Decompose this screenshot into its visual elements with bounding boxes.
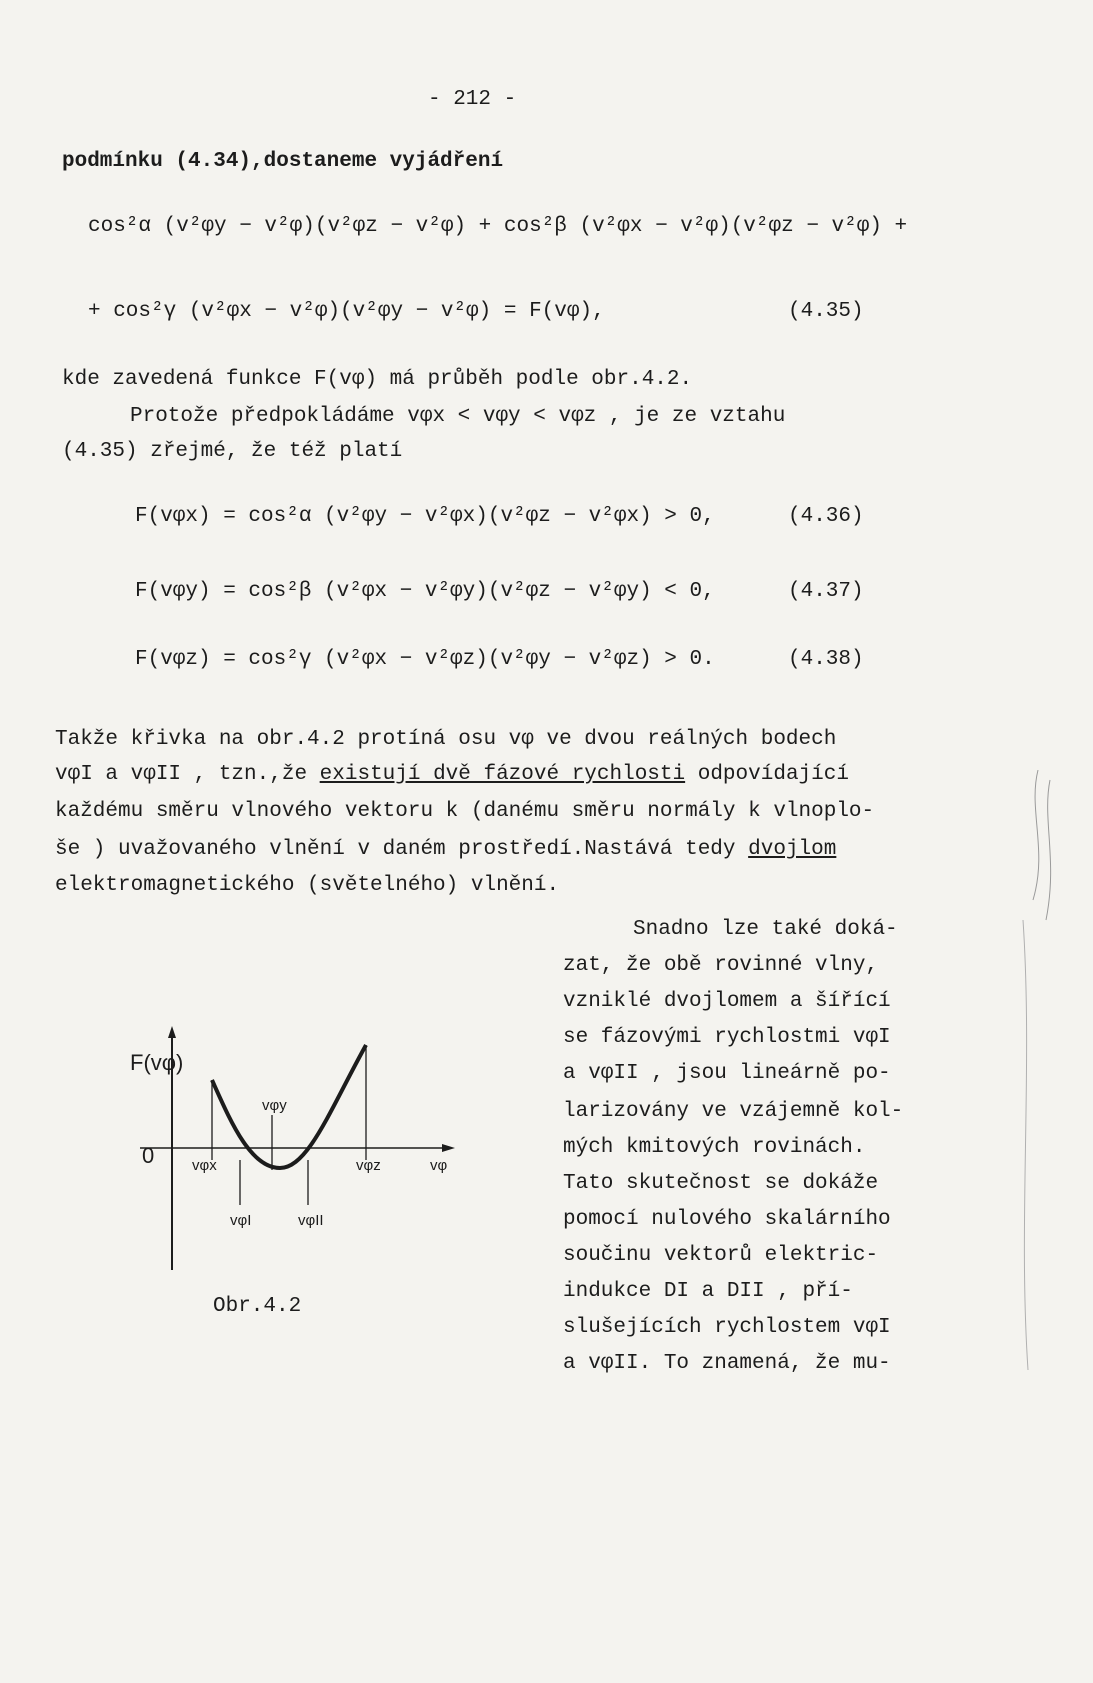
equation-4-38: F(vφz) = cos²γ (v²φx − v²φz)(v²φy − v²φz) > 0. [135,648,715,671]
para1-line1: kde zavedená funkce F(vφ) má průběh podle obr.4.2. [62,368,693,391]
para3-line7: mých kmitových rovinách. [563,1136,866,1159]
para2-line1-text: Takže křivka na obr.4.2 protíná osu vφ ve dvou reálných bodech [55,728,837,751]
figure-4-2 [130,1020,500,1300]
para3-line11: indukce DI a DII , pří- [563,1280,853,1303]
equation-4-35-label: (4.35) [788,300,864,323]
para3-line4: se fázovými rychlostmi vφI [563,1026,891,1049]
fig-label-vI: vφI [230,1212,252,1229]
page-number: - 212 - [428,88,517,111]
para3-line12: slušejících rychlostem vφI [563,1316,891,1339]
fig-label-vII: vφII [298,1212,324,1229]
intro-line: podmínku (4.34),dostaneme vyjádření [62,150,504,173]
margin-mark-2 [1046,780,1051,920]
para3-line8: Tato skutečnost se dokáže [563,1172,879,1195]
margin-mark-3 [1023,920,1028,1370]
para2-line2 [55,763,849,786]
para2-line4 [55,838,836,861]
equation-4-36-label: (4.36) [788,505,864,528]
margin-pencil-marks [1018,770,1078,1610]
fig-label-vz: vφz [356,1157,381,1174]
para2-line4-start: še ) uvažovaného vlnění v daném prostředí.Nastává tedy [55,838,749,861]
para2-line2-underlined: existují dvě fázové rychlosti [319,763,686,786]
para2-line3: každému směru vlnového vektoru k (danému směru normály k vlnoplo- [55,800,875,823]
para3-line6: larizovány ve vzájemně kol- [563,1100,904,1123]
equation-4-37-label: (4.37) [788,580,864,603]
para2-line2-start: vφI a vφII , tzn.,že [55,763,320,786]
x-axis-arrow [442,1144,455,1152]
margin-mark-1 [1033,770,1039,900]
equation-4-36: F(vφx) = cos²α (v²φy − v²φx)(v²φz − v²φx) > 0, [135,505,715,528]
para1-line3: (4.35) zřejmé, že též platí [62,440,403,463]
fig-label-vy: vφy [262,1097,287,1114]
figure-caption: Obr.4.2 [213,1295,302,1318]
fig-origin-label: 0 [142,1143,155,1168]
para3-line9: pomocí nulového skalárního [563,1208,891,1231]
equation-4-35-line2: + cos²γ (v²φx − v²φ)(v²φy − v²φ) = F(vφ), [88,300,605,323]
curve-F [212,1045,366,1168]
para2-line4-underlined: dvojlom [748,838,837,861]
para2-line2-end: odpovídající [685,763,849,786]
y-axis-arrow [168,1026,176,1038]
fig-y-label: F(vφ) [130,1050,184,1075]
fig-label-vphi: vφ [430,1157,448,1174]
para3-line1: Snadno lze také doká- [633,918,898,941]
para3-line5: a vφII , jsou lineárně po- [563,1062,891,1085]
para2-line5: elektromagnetického (světelného) vlnění. [55,874,560,897]
para2-line1 [55,728,836,751]
para3-line2: zat, že obě rovinné vlny, [563,954,879,977]
para3-line3: vzniklé dvojlomem a šířící [563,990,891,1013]
para1-line2: Protože předpokládáme vφx < vφy < vφz , je ze vztahu [130,405,786,428]
para3-line13: a vφII. To znamená, že mu- [563,1352,891,1375]
equation-4-38-label: (4.38) [788,648,864,671]
equation-4-35-line1: cos²α (v²φy − v²φ)(v²φz − v²φ) + cos²β (v²φx − v²φ)(v²φz − v²φ) + [88,215,908,238]
equation-4-37: F(vφy) = cos²β (v²φx − v²φy)(v²φz − v²φy) < 0, [135,580,715,603]
fig-label-vx: vφx [192,1157,217,1174]
para3-line10: součinu vektorů elektric- [563,1244,879,1267]
